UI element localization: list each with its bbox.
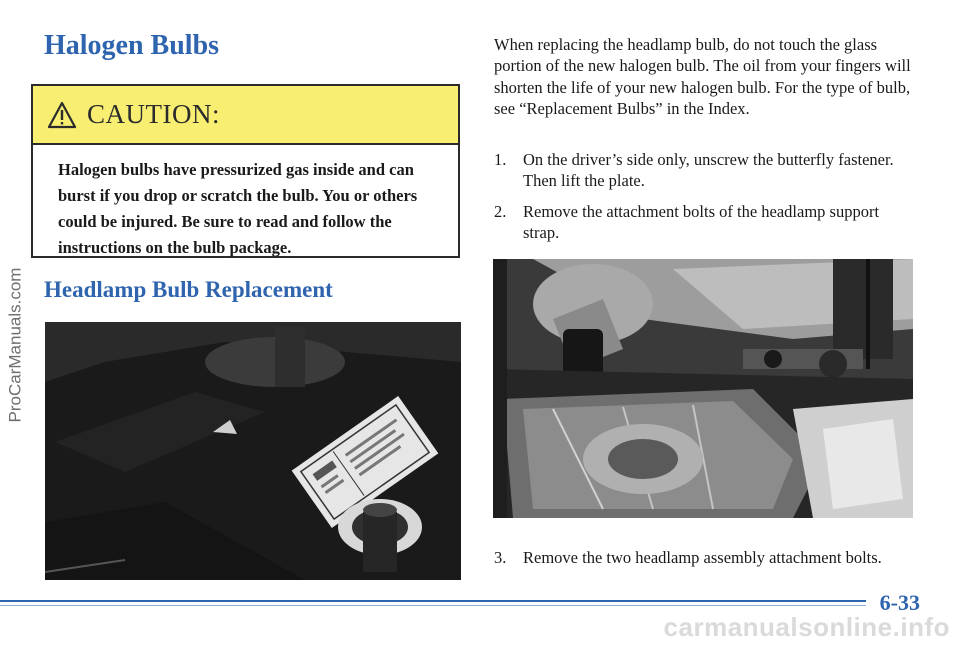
headlamp-photo (493, 259, 913, 518)
side-watermark-text: ProCarManuals.com (5, 267, 25, 423)
warning-triangle-icon (47, 101, 77, 129)
step-text: Remove the two headlamp assembly attachment bolts. (523, 548, 882, 567)
caution-box (31, 84, 460, 258)
step-1 (494, 149, 914, 191)
page-title: Halogen Bulbs (44, 30, 220, 61)
step-text: On the driver’s side only, unscrew the butterfly fastener. Then lift the plate. (523, 150, 894, 190)
section-heading: Headlamp Bulb Replacement (44, 277, 333, 302)
step-text: Remove the attachment bolts of the headlamp support strap. (523, 202, 880, 242)
footer-rule-thin (0, 605, 866, 606)
side-watermark (2, 170, 28, 520)
caution-heading: CAUTION: (87, 99, 220, 129)
page-number: 6-33 (879, 590, 920, 615)
step-number: 1. (494, 150, 507, 169)
intro-paragraph: When replacing the headlamp bulb, do not touch the glass portion of the new halogen bulb. The oil from your fingers will shorten the life of your new halogen bulb. For the type of bulb, see “Replacement Bulbs” in the Index. (494, 35, 911, 118)
step-number: 2. (494, 202, 507, 221)
engine-bay-photo (45, 322, 461, 580)
footer-watermark: carmanualsonline.info (663, 612, 950, 642)
footer-rule (0, 600, 866, 602)
caution-text: Halogen bulbs have pressurized gas inside and can burst if you drop or scratch the bulb. You or others could be injured. Be sure to read and follow the instructions on the bulb package. (58, 160, 418, 257)
caution-header (33, 86, 458, 145)
step-2 (494, 201, 914, 243)
step-number: 3. (494, 548, 507, 567)
step-3 (494, 547, 914, 568)
